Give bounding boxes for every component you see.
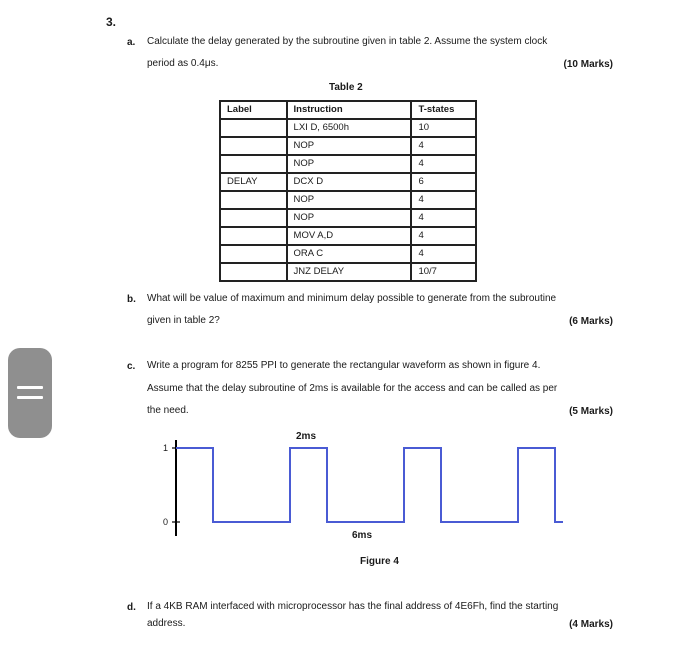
- y-label-low: 0: [163, 517, 169, 527]
- table-caption: Table 2: [329, 82, 363, 93]
- part-a-line1: Calculate the delay generated by the subroutine given in table 2. Assume the system clock: [147, 36, 548, 47]
- part-a-line2: period as 0.4μs.: [147, 58, 219, 69]
- table-cell: 10/7: [411, 263, 476, 281]
- table-cell: MOV A,D: [287, 227, 412, 245]
- table-header-cell: Label: [220, 101, 287, 119]
- part-b-line2: given in table 2?: [147, 315, 220, 326]
- part-b-marks: (6 Marks): [569, 316, 613, 327]
- part-a-letter: a.: [127, 37, 136, 48]
- waveform-signal-line: [176, 448, 563, 522]
- table-cell: NOP: [287, 155, 412, 173]
- table-cell: 4: [411, 137, 476, 155]
- table-cell: 10: [411, 119, 476, 137]
- table-cell: ORA C: [287, 245, 412, 263]
- table-cell: 4: [411, 245, 476, 263]
- table-cell: 4: [411, 191, 476, 209]
- table-header-cell: T-states: [411, 101, 476, 119]
- part-c-line3: the need.: [147, 405, 189, 416]
- table-cell: DCX D: [287, 173, 412, 191]
- part-d-letter: d.: [127, 602, 136, 613]
- part-c-marks: (5 Marks): [569, 406, 613, 417]
- part-a-marks: (10 Marks): [563, 59, 613, 70]
- part-b-line1: What will be value of maximum and minimum delay possible to generate from the subroutine: [147, 293, 557, 304]
- table-cell: NOP: [287, 209, 412, 227]
- question-number: 3.: [106, 15, 117, 29]
- table-header-cell: Instruction: [287, 101, 412, 119]
- part-c-letter: c.: [127, 361, 136, 372]
- table-cell: JNZ DELAY: [287, 263, 412, 281]
- high-duration-label: 2ms: [296, 431, 317, 442]
- part-d-line1: If a 4KB RAM interfaced with microprocessor has the final address of 4E6Fh, find the starting: [147, 601, 559, 612]
- part-d-line2: address.: [147, 618, 186, 629]
- figure-caption: Figure 4: [360, 556, 399, 567]
- part-b-letter: b.: [127, 294, 136, 305]
- part-c-line1: Write a program for 8255 PPI to generate the rectangular waveform as shown in figure 4.: [147, 360, 541, 371]
- table-cell: DELAY: [220, 173, 287, 191]
- table-cell: 6: [411, 173, 476, 191]
- low-duration-label: 6ms: [352, 530, 373, 541]
- table-cell: 4: [411, 209, 476, 227]
- table-cell: 4: [411, 155, 476, 173]
- y-label-high: 1: [163, 443, 169, 453]
- part-c-line2: Assume that the delay subroutine of 2ms is available for the access and can be called as per: [147, 383, 558, 394]
- table-cell: 4: [411, 227, 476, 245]
- part-d-marks: (4 Marks): [569, 619, 613, 630]
- table-cell: NOP: [287, 191, 412, 209]
- table-cell: NOP: [287, 137, 412, 155]
- table-cell: LXI D, 6500h: [287, 119, 412, 137]
